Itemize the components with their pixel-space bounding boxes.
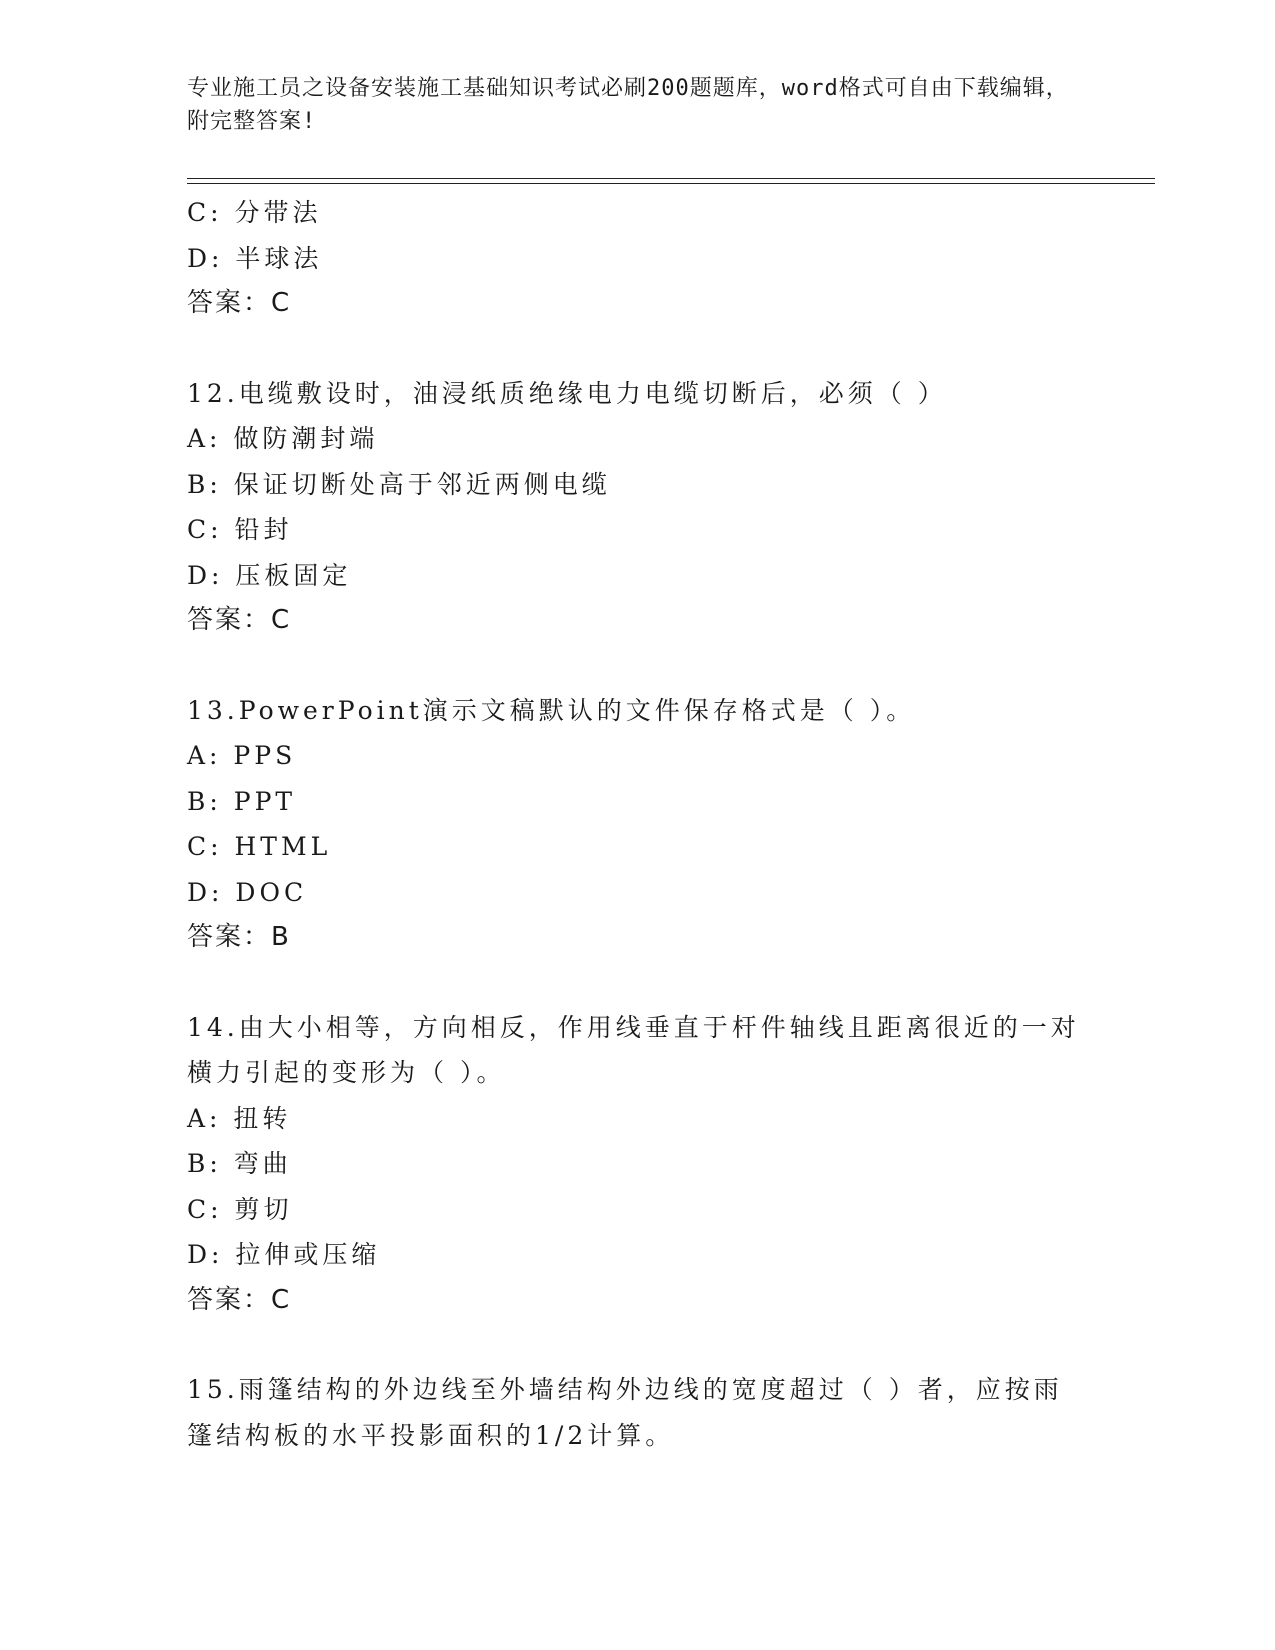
question-block-13 [187, 688, 1087, 961]
answer-line: 答案：C [187, 1284, 292, 1315]
option-a: A: 做防潮封端 [187, 424, 379, 453]
option-a: A: 扭转 [187, 1103, 292, 1133]
question-block-11 [187, 190, 1087, 327]
question-text: 14.由大小相等，方向相反，作用线垂直于杆件轴线且距离很近的一对横力引起的变形为（ ）。 [187, 1012, 1080, 1087]
question-block-14 [187, 1005, 1087, 1324]
option-b: B: PPT [187, 786, 297, 816]
option-b: B: 弯曲 [187, 1149, 292, 1178]
question-text: 15.雨篷结构的外边线至外墙结构外边线的宽度超过（ ）者，应按雨篷结构板的水平投影面积的1/2计算。 [187, 1375, 1063, 1450]
option-d: D: 压板固定 [187, 560, 352, 590]
question-block-12 [187, 371, 1087, 644]
question-list [187, 190, 1087, 1458]
header-divider-bottom [187, 183, 1155, 184]
answer-line: 答案：B [187, 922, 291, 952]
option-b: B: 保证切断处高于邻近两侧电缆 [187, 469, 611, 499]
option-d: D: DOC [187, 877, 308, 907]
question-block-15 [187, 1367, 1087, 1458]
option-c: C: HTML [187, 832, 332, 861]
document-header: 专业施工员之设备安装施工基础知识考试必刷200题题库，word格式可自由下载编辑，附完整答案! [187, 76, 1069, 134]
option-c: C: 剪切 [187, 1194, 293, 1224]
option-d: D: 半球法 [187, 243, 323, 273]
option-c: C: 分带法 [187, 198, 322, 227]
question-text: 13.PowerPoint演示文稿默认的文件保存格式是（ ）。 [187, 695, 916, 725]
question-text: 12.电缆敷设时，油浸纸质绝缘电力电缆切断后，必须（ ） [187, 378, 947, 408]
header-divider-top [187, 178, 1155, 179]
option-d: D: 拉伸或压缩 [187, 1240, 381, 1269]
answer-line: 答案：C [187, 605, 292, 635]
answer-line: 答案：C [187, 288, 292, 318]
option-c: C: 铅封 [187, 515, 293, 544]
option-a: A: PPS [187, 741, 297, 770]
